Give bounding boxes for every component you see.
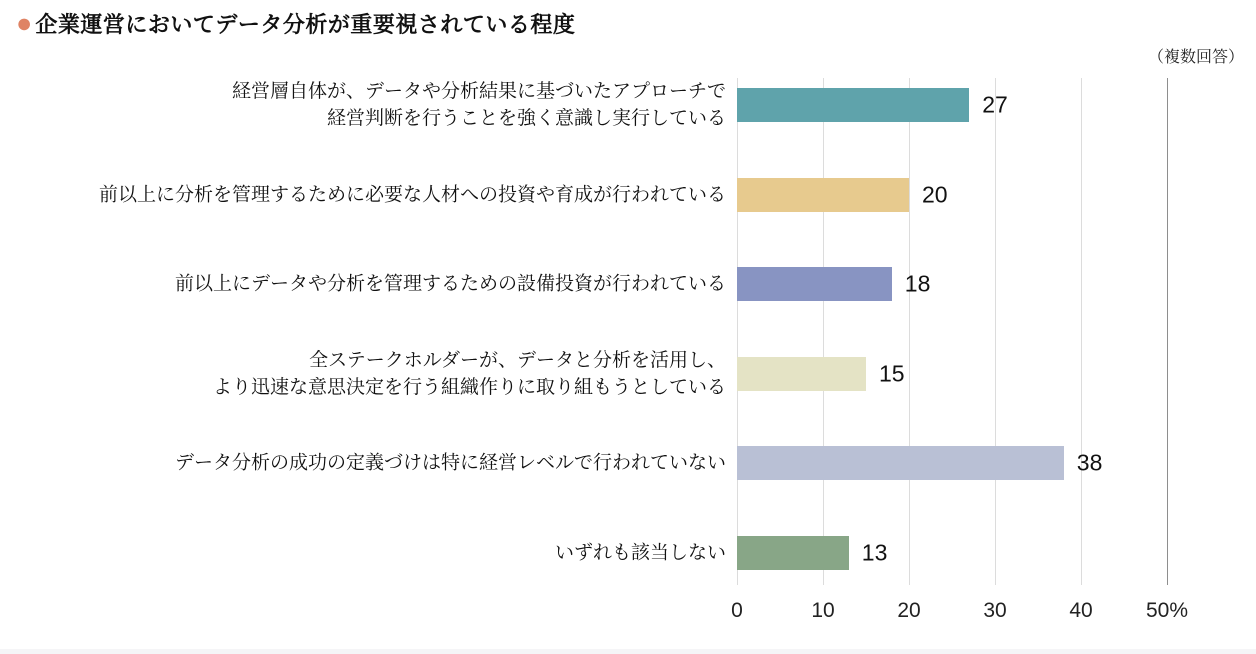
page-divider — [0, 649, 1256, 654]
bullet-icon: ● — [16, 8, 33, 38]
multiple-answers-note: （複数回答） — [1147, 49, 1244, 66]
bar-value-label: 18 — [904, 270, 931, 297]
page-title: 企業運営においてデータ分析が重要視されている程度 — [35, 12, 576, 37]
category-label: 前以上に分析を管理するために必要な人材への投資や育成が行われている — [98, 184, 726, 205]
bar-value-label: 15 — [879, 360, 905, 386]
x-axis-tick-label: 20 — [897, 599, 921, 622]
x-axis-tick-label: 40 — [1069, 599, 1093, 622]
bar — [737, 446, 1064, 480]
bar — [737, 267, 892, 301]
bar — [737, 357, 866, 391]
x-axis-tick-label: 30 — [983, 599, 1007, 622]
bar — [737, 178, 909, 212]
bar-value-label: 27 — [982, 91, 1008, 118]
category-label: データ分析の成功の定義づけは特に経営レベルで行われていない — [174, 452, 726, 474]
category-label: 経営層自体が、データや分析結果に基づいたアプローチで 経営判断を行うことを強く意識し実行している — [231, 81, 726, 129]
x-axis-tick-label: 0 — [731, 599, 743, 622]
bar-value-label: 20 — [922, 181, 948, 207]
bar-value-label: 13 — [861, 539, 888, 565]
category-label: 前以上にデータや分析を管理するための設備投資が行われている — [174, 273, 726, 295]
category-label: いずれも該当しない — [554, 542, 726, 563]
x-axis-tick-label: 50% — [1145, 599, 1189, 622]
bar — [737, 88, 969, 122]
bar — [737, 536, 849, 570]
bar-value-label: 38 — [1076, 449, 1103, 476]
x-axis-tick-label: 10 — [811, 599, 835, 622]
category-label: 全ステークホルダーが、データと分析を活用し、 より迅速な意思決定を行う組織作りに取り組もうとしている — [212, 349, 726, 398]
